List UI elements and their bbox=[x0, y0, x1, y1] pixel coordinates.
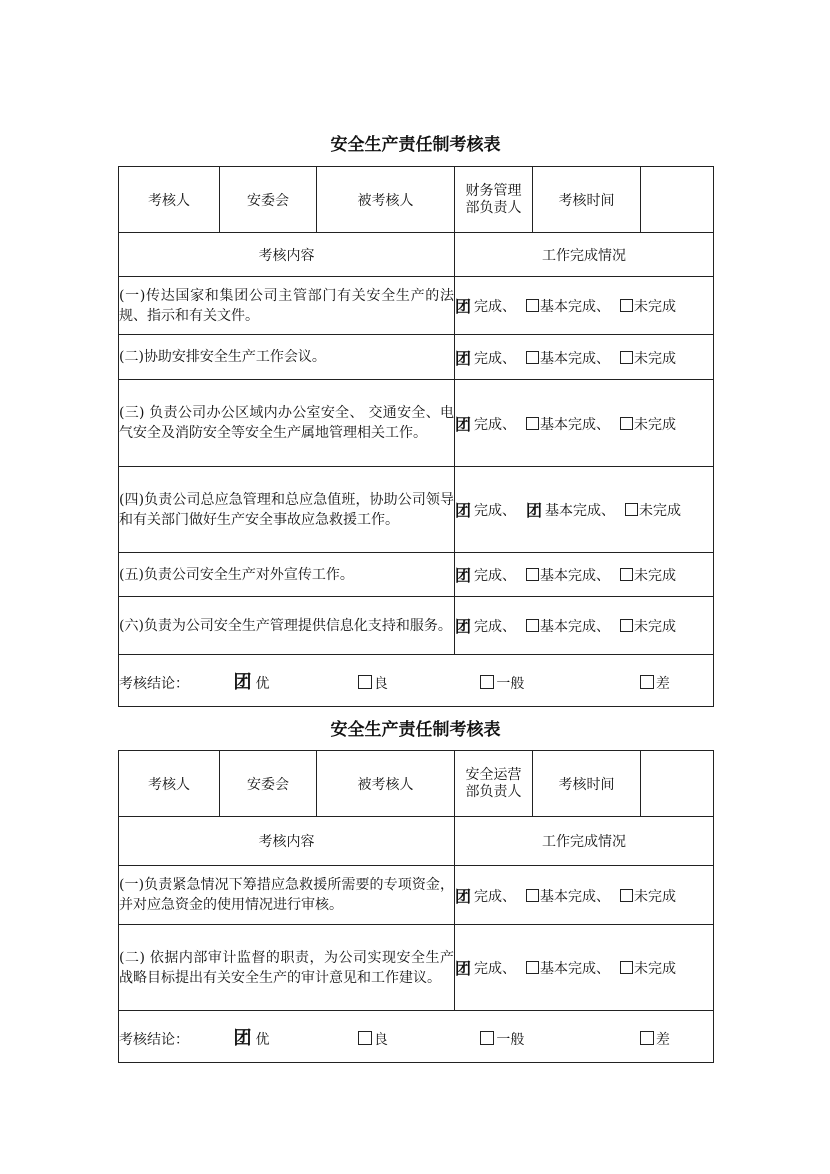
checkbox-icon[interactable] bbox=[526, 619, 539, 632]
option-incomplete: 未完成 bbox=[639, 503, 682, 519]
assessee-value: 财务管理部负责人 bbox=[455, 167, 533, 233]
table-row bbox=[119, 553, 714, 597]
status-options bbox=[455, 553, 714, 597]
checkbox-icon[interactable] bbox=[526, 299, 539, 312]
checkbox-icon[interactable] bbox=[358, 675, 372, 689]
row-text: (五)负责公司安全生产对外宣传工作。 bbox=[119, 553, 455, 597]
checkbox-icon[interactable] bbox=[480, 1031, 494, 1045]
row-text: (三) 负责公司办公区域内办公室安全、 交通安全、电气安全及消防安全等安全生产属地管理相关工作。 bbox=[119, 380, 455, 467]
table-row bbox=[119, 925, 714, 1011]
assessment-table-1 bbox=[118, 166, 714, 707]
checkbox-icon[interactable] bbox=[526, 417, 539, 430]
status-options bbox=[455, 335, 714, 380]
time-label: 考核时间 bbox=[533, 751, 641, 817]
checked-box-icon[interactable]: 团 bbox=[233, 1027, 252, 1049]
status-options bbox=[455, 866, 714, 925]
table-row bbox=[119, 597, 714, 655]
option-complete: 完成、 bbox=[474, 568, 517, 584]
grade-poor[interactable] bbox=[640, 673, 670, 693]
checkbox-icon[interactable] bbox=[620, 889, 633, 902]
checkbox-icon[interactable] bbox=[620, 619, 633, 632]
checkbox-icon[interactable] bbox=[620, 351, 633, 364]
grade-excellent-label: 优 bbox=[255, 675, 270, 692]
table-row bbox=[119, 277, 714, 335]
checked-box-icon[interactable]: 团 bbox=[233, 671, 252, 693]
option-incomplete: 未完成 bbox=[634, 416, 677, 433]
section-content-label: 考核内容 bbox=[119, 233, 455, 277]
option-basic: 基本完成、 bbox=[545, 503, 616, 519]
assessor-label: 考核人 bbox=[119, 167, 220, 233]
table-row bbox=[119, 335, 714, 380]
option-complete: 完成、 bbox=[474, 350, 517, 367]
grade-good[interactable] bbox=[358, 673, 476, 693]
grade-poor-label: 差 bbox=[655, 1031, 670, 1048]
section-header-row bbox=[119, 817, 714, 866]
status-options bbox=[455, 380, 714, 467]
table-row bbox=[119, 866, 714, 925]
checked-box-icon[interactable]: 团 bbox=[455, 297, 472, 316]
assessor-label: 考核人 bbox=[119, 751, 220, 817]
conclusion-row bbox=[119, 1011, 714, 1063]
assessee-label: 被考核人 bbox=[317, 751, 455, 817]
table-row bbox=[119, 467, 714, 553]
option-complete: 完成、 bbox=[474, 416, 517, 433]
table-row bbox=[119, 380, 714, 467]
option-complete: 完成、 bbox=[474, 619, 517, 635]
row-text: (二)协助安排安全生产工作会议。 bbox=[119, 335, 455, 380]
header-row bbox=[119, 167, 714, 233]
checkbox-icon[interactable] bbox=[526, 568, 539, 581]
grade-average[interactable] bbox=[480, 673, 635, 693]
status-options bbox=[455, 277, 714, 335]
grade-average[interactable] bbox=[480, 1029, 635, 1049]
checkbox-icon[interactable] bbox=[625, 503, 638, 516]
option-incomplete: 未完成 bbox=[634, 961, 677, 977]
checked-box-icon[interactable]: 团 bbox=[455, 566, 472, 585]
checkbox-icon[interactable] bbox=[526, 351, 539, 364]
time-value[interactable] bbox=[641, 751, 714, 817]
row-text: (六)负责为公司安全生产管理提供信息化支持和服务。 bbox=[119, 597, 455, 655]
option-complete: 完成、 bbox=[474, 503, 517, 519]
checkbox-icon[interactable] bbox=[526, 889, 539, 902]
option-basic: 基本完成、 bbox=[540, 961, 611, 977]
conclusion-cell bbox=[119, 655, 714, 707]
option-incomplete: 未完成 bbox=[634, 350, 677, 367]
checkbox-icon[interactable] bbox=[620, 299, 633, 312]
row-text: (一)传达国家和集团公司主管部门有关安全生产的法规、指示和有关文件。 bbox=[119, 277, 455, 335]
option-incomplete: 未完成 bbox=[634, 299, 677, 315]
option-incomplete: 未完成 bbox=[634, 888, 677, 905]
assessment-table-2 bbox=[118, 750, 714, 1063]
header-row bbox=[119, 751, 714, 817]
row-text: (四)负责公司总应急管理和总应急值班，协助公司领导和有关部门做好生产安全事故应急救援工作。 bbox=[119, 467, 455, 553]
status-options bbox=[455, 467, 714, 553]
grade-poor-label: 差 bbox=[655, 675, 670, 692]
checkbox-icon[interactable] bbox=[620, 568, 633, 581]
grade-excellent-label: 优 bbox=[255, 1031, 270, 1048]
checkbox-icon[interactable] bbox=[526, 961, 539, 974]
grade-average-label: 一般 bbox=[496, 1031, 525, 1048]
checkbox-icon[interactable] bbox=[358, 1031, 372, 1045]
assessor-value: 安委会 bbox=[220, 751, 317, 817]
time-value[interactable] bbox=[641, 167, 714, 233]
conclusion-label: 考核结论： bbox=[119, 1031, 189, 1048]
option-basic: 基本完成、 bbox=[540, 568, 611, 584]
checkbox-icon[interactable] bbox=[640, 675, 654, 689]
option-incomplete: 未完成 bbox=[634, 619, 677, 635]
row-text: (二) 依据内部审计监督的职责，为公司实现安全生产战略目标提出有关安全生产的审计意见和工作建议。 bbox=[119, 925, 455, 1011]
option-basic: 基本完成、 bbox=[540, 888, 611, 905]
checked-box-icon[interactable]: 团 bbox=[455, 501, 472, 520]
form-title-2: 安全生产责任制考核表 bbox=[330, 720, 501, 740]
grade-excellent[interactable] bbox=[233, 668, 353, 694]
option-basic: 基本完成、 bbox=[540, 350, 611, 367]
assessee-value: 安全运营部负责人 bbox=[455, 751, 533, 817]
option-complete: 完成、 bbox=[474, 888, 517, 905]
grade-good-label: 良 bbox=[373, 1031, 388, 1048]
checkbox-icon[interactable] bbox=[640, 1031, 654, 1045]
assessor-value: 安委会 bbox=[220, 167, 317, 233]
checked-box-icon[interactable]: 团 bbox=[455, 414, 472, 434]
assessee-label: 被考核人 bbox=[317, 167, 455, 233]
option-basic: 基本完成、 bbox=[540, 619, 611, 635]
checked-box-icon[interactable]: 团 bbox=[455, 959, 472, 978]
form-title-1: 安全生产责任制考核表 bbox=[330, 135, 501, 155]
section-content-label: 考核内容 bbox=[119, 817, 455, 866]
section-status-label: 工作完成情况 bbox=[455, 233, 714, 277]
option-basic: 基本完成、 bbox=[540, 416, 611, 433]
checkbox-icon[interactable] bbox=[620, 961, 633, 974]
grade-good[interactable] bbox=[358, 1029, 476, 1049]
option-complete: 完成、 bbox=[474, 961, 517, 977]
checked-box-icon[interactable]: 团 bbox=[455, 617, 472, 636]
checked-box-icon[interactable]: 团 bbox=[526, 501, 543, 520]
conclusion-cell bbox=[119, 1011, 714, 1063]
option-basic: 基本完成、 bbox=[540, 299, 611, 315]
section-header-row bbox=[119, 233, 714, 277]
checkbox-icon[interactable] bbox=[620, 417, 633, 430]
row-text: (一)负责紧急情况下筹措应急救援所需要的专项资金，并对应急资金的使用情况进行审核。 bbox=[119, 866, 455, 925]
option-incomplete: 未完成 bbox=[634, 568, 677, 584]
checkbox-icon[interactable] bbox=[480, 675, 494, 689]
conclusion-label: 考核结论： bbox=[119, 675, 189, 692]
conclusion-row bbox=[119, 655, 714, 707]
option-complete: 完成、 bbox=[474, 299, 517, 315]
checked-box-icon[interactable]: 团 bbox=[455, 886, 472, 906]
status-options bbox=[455, 597, 714, 655]
grade-good-label: 良 bbox=[373, 675, 388, 692]
checked-box-icon[interactable]: 团 bbox=[455, 348, 472, 368]
status-options bbox=[455, 925, 714, 1011]
section-status-label: 工作完成情况 bbox=[455, 817, 714, 866]
time-label: 考核时间 bbox=[533, 167, 641, 233]
grade-average-label: 一般 bbox=[496, 675, 525, 692]
grade-poor[interactable] bbox=[640, 1029, 670, 1049]
grade-excellent[interactable] bbox=[233, 1024, 353, 1050]
